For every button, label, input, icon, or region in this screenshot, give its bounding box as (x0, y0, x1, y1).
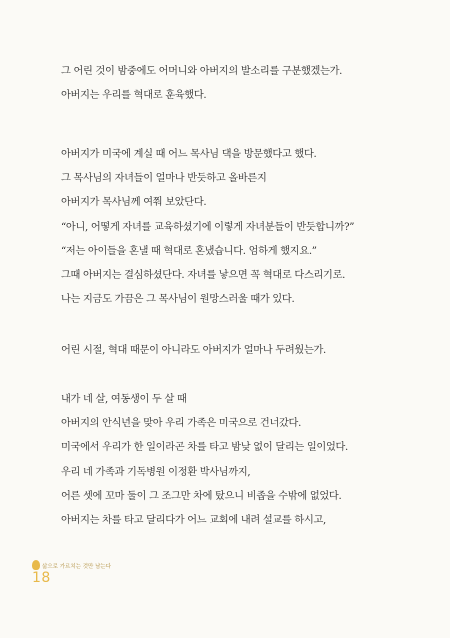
text-line: 어른 셋에 꼬마 둘이 그 조그만 차에 탔으니 비좁을 수밖에 없었다. (61, 490, 342, 502)
text-line: 아버지가 목사님께 여쭤 보았단다. (61, 197, 207, 209)
text-line: 어린 시절, 혁대 때문이 아니라도 아버지가 얼마나 두려웠는가. (61, 345, 326, 356)
quote-line: “아니, 어떻게 자녀를 교육하셨기에 이렇게 자녀분들이 반듯합니까?” (61, 221, 355, 233)
decorative-drop-icon (32, 560, 40, 570)
paragraph-3 (61, 339, 441, 363)
paragraph-2 (61, 143, 441, 312)
text-line: 그때 아버지는 결심하셨단다. 자녀를 낳으면 꼭 혁대로 다스리기로. (61, 270, 346, 282)
page-number: 18 (32, 570, 51, 586)
text-line: 아버지의 안식년을 맞아 우리 가족은 미국으로 건너갔다. (61, 418, 302, 430)
text-line: 그 목사님의 자녀들이 얼마나 반듯하고 올바른지 (61, 173, 267, 185)
text-line: 내가 네 살, 여동생이 두 살 때 (61, 394, 187, 405)
text-line: 우리 네 가족과 기독병원 이정환 박사님까지, (61, 466, 251, 478)
text-line: 그 어린 것이 밤중에도 어머니와 아버지의 발소리를 구분했겠는가. (61, 66, 343, 77)
text-line: 아버지는 차를 타고 달리다가 어느 교회에 내려 설교를 하시고, (61, 515, 326, 527)
quote-line: “저는 아이들을 혼낼 때 혁대로 혼냈습니다. 엄하게 했지요.” (61, 245, 317, 257)
text-line: 아버지가 미국에 계실 때 어느 목사님 댁을 방문했다고 했다. (61, 149, 317, 160)
book-subtitle: 삶으로 가르치는 것만 남는다 (42, 564, 112, 570)
text-line: 나는 지금도 가끔은 그 목사님이 원망스러울 때가 있다. (61, 294, 295, 306)
paragraph-1 (61, 60, 441, 108)
text-line: 아버지는 우리를 혁대로 훈육했다. (61, 90, 207, 102)
page-footer (32, 560, 112, 600)
paragraph-4 (61, 388, 441, 533)
text-line: 미국에서 우리가 한 일이라곤 차를 타고 밤낮 없이 달리는 일이었다. (61, 442, 348, 454)
